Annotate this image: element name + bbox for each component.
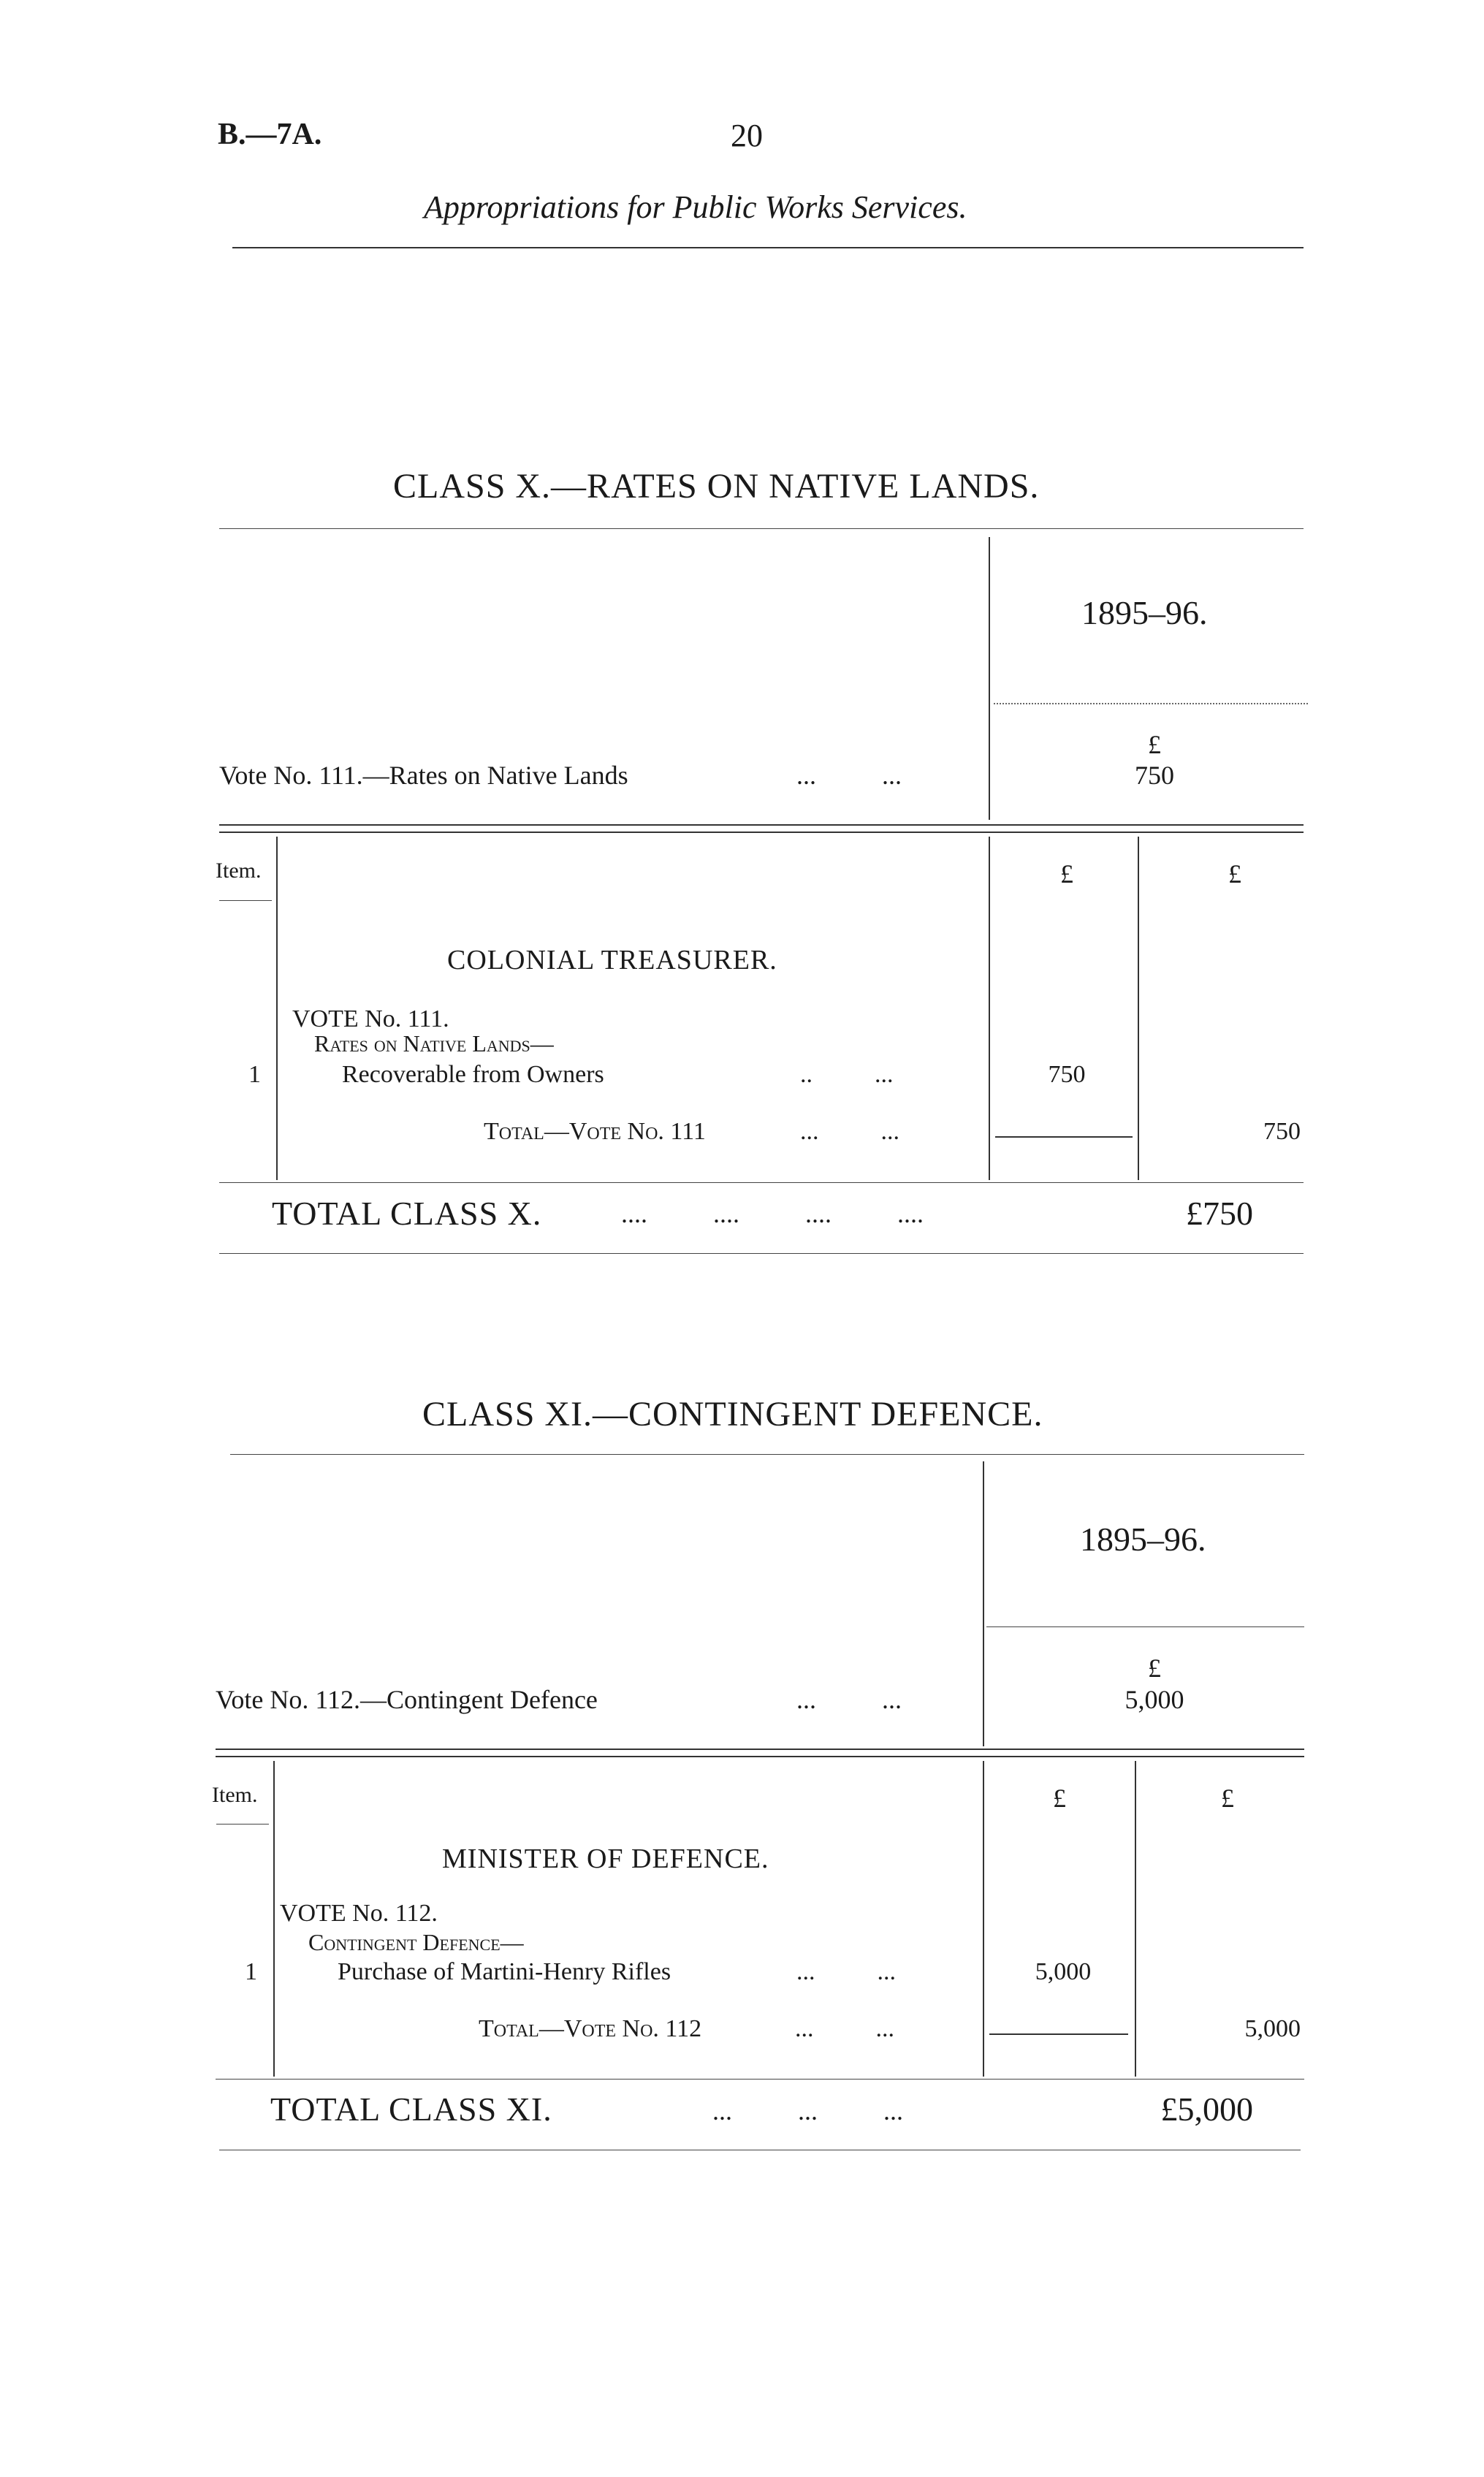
class-x-vote-number: VOTE No. 111. (292, 1005, 449, 1032)
class-xi-col1-currency: £ (1053, 1784, 1066, 1813)
class-xi-item-description: Purchase of Martini-Henry Rifles (338, 1958, 671, 1985)
class-x-subhead: Rates on Native Lands— (314, 1030, 554, 1057)
class-xi-total-vote-leaders: ... ... (795, 2015, 894, 2042)
class-xi-title: CLASS XI.—CONTINGENT DEFENCE. (422, 1395, 1043, 1434)
class-x-item-header: Item. (216, 859, 262, 883)
class-x-subtotal-rule (995, 1136, 1133, 1138)
class-x-total-rule (219, 1182, 1304, 1183)
class-x-vote-leaders: ... ... (796, 761, 902, 790)
class-xi-vote-divider (983, 1461, 984, 1746)
document-reference: B.—7A. (218, 118, 322, 151)
running-title: Appropriations for Public Works Services. (424, 189, 967, 225)
class-xi-item-header: Item. (212, 1783, 258, 1807)
class-x-total-class-amount: £750 (1186, 1195, 1253, 1232)
class-x-item-leaders: .. ... (800, 1061, 894, 1088)
class-x-item-amount: 750 (1048, 1061, 1086, 1088)
class-xi-item-header-underline (216, 1824, 269, 1825)
class-xi-item-amount: 5,000 (1035, 1958, 1092, 1985)
class-x-total-vote-leaders: ... ... (800, 1118, 899, 1145)
class-x-double-rule-bottom (219, 832, 1304, 833)
class-x-col2-currency: £ (1228, 859, 1241, 889)
class-xi-item-leaders: ... ... (796, 1958, 896, 1985)
class-x-item-column-divider (276, 837, 278, 1180)
class-x-item-header-underline (219, 900, 272, 901)
class-xi-item-column-divider (273, 1761, 275, 2077)
class-xi-subhead: Contingent Defence— (308, 1929, 524, 1955)
class-x-year: 1895–96. (1081, 594, 1208, 631)
class-x-item-number: 1 (248, 1061, 261, 1088)
class-xi-total-class-amount: £5,000 (1160, 2090, 1253, 2128)
class-x-amount-divider-2 (1138, 837, 1139, 1180)
class-x-total-class-label: TOTAL CLASS X. (272, 1195, 542, 1232)
class-xi-department: MINISTER OF DEFENCE. (442, 1844, 769, 1874)
header-rule (232, 247, 1304, 248)
class-x-closing-rule (219, 1253, 1304, 1254)
class-x-total-class-leaders: .... .... .... .... (621, 1199, 924, 1228)
page-number: 20 (731, 118, 763, 153)
class-xi-vote-label: Vote No. 112.—Contingent Defence (216, 1685, 598, 1714)
class-xi-subtotal-rule (989, 2033, 1128, 2035)
class-xi-total-class-label: TOTAL CLASS XI. (270, 2090, 552, 2128)
class-xi-total-class-leaders: ... ... ... (712, 2096, 903, 2126)
class-xi-total-rule (216, 2079, 1304, 2080)
class-xi-year-rule (986, 1626, 1304, 1627)
class-xi-vote-number: VOTE No. 112. (280, 1900, 438, 1927)
class-x-double-rule-top (219, 824, 1304, 826)
class-x-vote-divider (989, 537, 990, 820)
class-xi-total-vote-label: Total—Vote No. 112 (479, 2015, 702, 2042)
class-x-vote-amount: 750 (1135, 761, 1174, 790)
class-xi-vote-currency: £ (1148, 1654, 1161, 1683)
class-xi-double-rule-bottom (216, 1756, 1304, 1757)
class-x-year-rule (994, 703, 1308, 704)
class-xi-vote-leaders: ... ... (796, 1685, 902, 1714)
class-x-department: COLONIAL TREASURER. (447, 945, 777, 975)
class-x-total-vote-amount: 750 (1263, 1118, 1301, 1145)
class-xi-total-vote-amount: 5,000 (1244, 2015, 1301, 2042)
class-xi-double-rule-top (216, 1749, 1304, 1750)
class-xi-col2-currency: £ (1221, 1784, 1234, 1813)
class-xi-amount-divider-1 (983, 1761, 984, 2077)
class-xi-amount-divider-2 (1135, 1761, 1136, 2077)
class-x-item-description: Recoverable from Owners (342, 1061, 604, 1088)
class-x-title-rule (219, 528, 1304, 529)
class-x-vote-currency: £ (1148, 730, 1161, 759)
class-xi-title-rule (230, 1454, 1304, 1455)
class-xi-vote-amount: 5,000 (1125, 1685, 1184, 1714)
class-x-total-vote-label: Total—Vote No. 111 (484, 1118, 706, 1145)
class-x-col1-currency: £ (1060, 859, 1073, 889)
class-xi-year: 1895–96. (1080, 1521, 1206, 1558)
class-x-title: CLASS X.—RATES ON NATIVE LANDS. (393, 467, 1040, 506)
class-xi-item-number: 1 (245, 1958, 257, 1985)
class-x-amount-divider-1 (989, 837, 990, 1180)
class-x-vote-label: Vote No. 111.—Rates on Native Lands (219, 761, 628, 790)
